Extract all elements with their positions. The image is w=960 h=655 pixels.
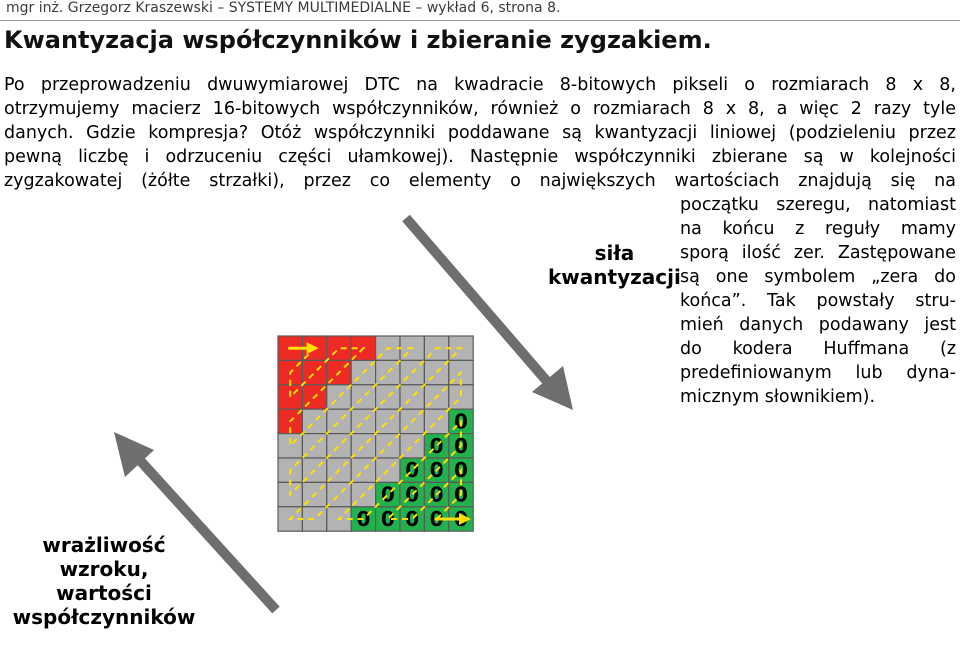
side-line-8: predefiniowanym lub dyna- [680,363,956,383]
zero-cell-text: 0 [429,482,444,507]
zero-cell-text: 0 [405,458,420,483]
zero-cell-text: 0 [380,507,395,531]
grid-cell [424,409,448,433]
zero-cell-text: 0 [454,507,468,531]
side-line-4: są one symbolem „zera do [680,267,956,287]
grid-cell [376,409,400,433]
paragraph-line-2: otrzymujemy macierz 16-bitowych współczynników, również o rozmiarach 8 x 8, a więc 2 razy tyle [4,99,956,119]
zero-cell-text: 0 [429,507,444,531]
grid-cell [400,434,424,458]
grid-cell [351,458,375,482]
zero-cell-text: 0 [429,433,444,458]
zero-cell-text: 0 [454,482,468,507]
quantization-label: siła kwantyzacji [548,241,681,289]
zero-cell-text: 0 [405,507,420,531]
zero-cell-text: 0 [405,482,420,507]
zero-cell-text: 0 [454,433,468,458]
grid-cell [327,409,351,433]
side-line-3: sporą ilość zer. Zastępowane [680,243,956,263]
grid-cell [400,385,424,409]
grid-cell [351,409,375,433]
grid-cell [302,507,326,531]
side-line-2: na końcu z reguły mamy [680,219,956,239]
grid-cell [327,482,351,506]
zero-cell-text: 0 [454,409,468,434]
paragraph-line-4: pewną liczbę i odrzuceniu części ułamkowej). Następnie współczynniki zbierane są w kolejności [4,147,956,167]
grid-cell [449,385,473,409]
grid-cell [302,360,326,384]
page-title: Kwantyzacja współczynników i zbieranie zygzakiem. [4,26,712,54]
grid-cell [278,385,302,409]
grid-cell [302,409,326,433]
side-line-9: micznym słownikiem). [680,387,876,407]
page-header: mgr inż. Grzegorz Kraszewski – SYSTEMY MULTIMEDIALNE – wykład 6, strona 8. [6,0,561,16]
paragraph-line-1: Po przeprowadzeniu dwuwymiarowej DTC na kwadracie 8-bitowych pikseli o rozmiarach 8 x 8, [4,75,956,95]
zero-cell-text: 0 [429,458,444,483]
side-line-6: mień danych podawany jest [680,315,956,335]
side-line-1: początku szeregu, natomiast [680,195,956,215]
side-line-5: końca”. Tak powstały stru- [680,291,956,311]
paragraph-line-3: danych. Gdzie kompresja? Otóż współczynniki poddawane są kwantyzacji liniowej (podzieleniu przez [4,123,956,143]
grid-cell [278,434,302,458]
zero-cell-text: 0 [454,458,468,483]
zero-cell-text: 0 [380,482,395,507]
side-line-7: do kodera Huffmana (z [680,339,956,359]
zero-cell-text: 0 [356,507,371,531]
paragraph-line-5: zygzakowatej (żółte strzałki), przez co elementy o największych wartościach znajdują się na [4,171,956,191]
grid-cell [351,385,375,409]
sensitivity-label: wrażliwość wzroku, wartości współczynników [12,533,196,629]
grid-cell [327,336,351,360]
